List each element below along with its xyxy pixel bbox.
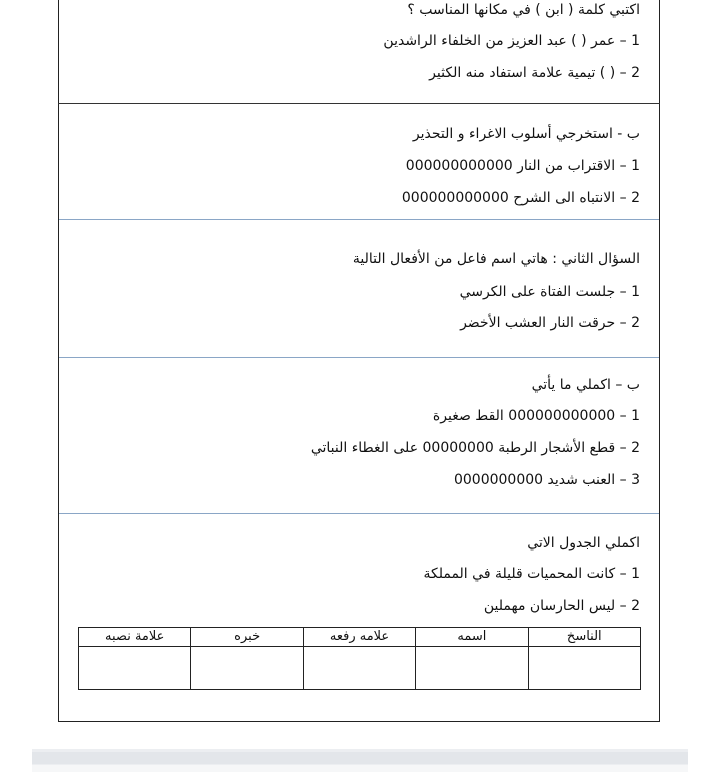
section-b-item-1: 1 – الاقتراب من النار 000000000000: [405, 158, 640, 174]
table-cell[interactable]: [191, 647, 303, 690]
table-cell[interactable]: [79, 647, 191, 690]
table-header-cell: الناسخ: [528, 628, 640, 647]
section-b-item-2: 2 – الانتباه الى الشرح 000000000000: [401, 190, 640, 206]
table-cell[interactable]: [303, 647, 415, 690]
section-a-item-2: 2 – ( ) تيمية علامة استفاد منه الكثير: [429, 65, 640, 81]
question-two-item-2: 2 – حرقت النار العشب الأخضر: [460, 315, 640, 331]
page-margin: [0, 0, 32, 772]
divider-1: [58, 103, 660, 104]
next-page-edge: [32, 765, 688, 772]
complete-item-1: 1 – 000000000000 القط صغيرة: [432, 408, 640, 424]
divider-4: [59, 513, 659, 514]
section-a-item-1: 1 – عمر ( ) عبد العزيز من الخلفاء الراشدين: [383, 33, 640, 49]
divider-2: [59, 219, 659, 220]
table-cell[interactable]: [416, 647, 528, 690]
table-header-cell: خبره: [191, 628, 303, 647]
complete-title: ب – اكملي ما يأتي: [531, 377, 640, 393]
table-question-title: اكملي الجدول الاتي: [527, 535, 640, 551]
page-gap: [32, 752, 688, 764]
table-header-cell: اسمه: [416, 628, 528, 647]
question-two-title: السؤال الثاني : هاتي اسم فاعل من الأفعال التالية: [352, 251, 640, 267]
question-two-item-1: 1 – جلست الفتاة على الكرسي: [459, 284, 640, 300]
table-header-cell: علامة نصبه: [79, 628, 191, 647]
table-question-item-2: 2 – ليس الحارسان مهملين: [483, 598, 640, 614]
table-cell[interactable]: [528, 647, 640, 690]
page-footer-gap: [32, 749, 688, 772]
section-a-title: اكتبي كلمة ( ابن ) في مكانها المناسب ؟: [407, 2, 640, 18]
table-row: [79, 647, 641, 690]
divider-3: [59, 357, 659, 358]
section-b-title: ب - استخرجي أسلوب الاغراء و التحذير: [412, 126, 640, 142]
complete-item-2: 2 – قطع الأشجار الرطبة 00000000 على الغطاء النباتي: [310, 440, 640, 456]
answer-table: [78, 627, 641, 690]
complete-item-3: 3 – العنب شديد 0000000000: [453, 472, 640, 488]
table-header-row: [79, 628, 641, 647]
table-question-item-1: 1 – كانت المحميات قليلة في المملكة: [423, 566, 640, 582]
table-header-cell: علامه رفعه: [303, 628, 415, 647]
